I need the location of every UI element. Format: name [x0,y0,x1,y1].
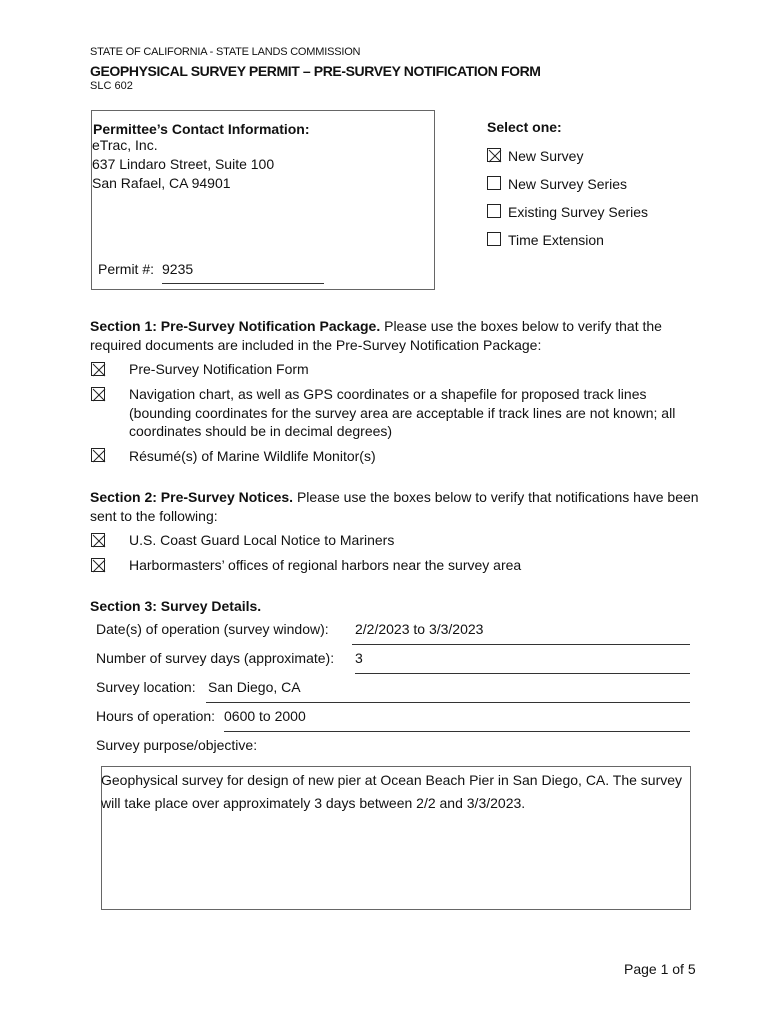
contact-name: eTrac, Inc. [92,137,158,153]
section1-intro-text: Please use the boxes below to verify that the required documents are included in the Pre-Survey Notification Package: [90,318,662,353]
existing-survey-series-checkbox[interactable] [487,204,501,218]
select-one-heading: Select one: [487,119,562,135]
s1-navigation-label: Navigation chart, as well as GPS coordinates or a shapefile for proposed track lines (bounding coordinates for the survey area are acceptable if track lines are not known; all coordinates should be in decimal degrees) [129,386,676,439]
location-field[interactable]: San Diego, CA [208,679,301,695]
section1-heading: Section 1: Pre-Survey Notification Package. [90,318,381,334]
days-label: Number of survey days (approximate): [96,650,335,666]
permit-number-field[interactable]: 9235 [162,261,194,277]
section1-intro [90,317,700,354]
existing-survey-series-label: Existing Survey Series [508,204,649,220]
form-code: SLC 602 [90,80,133,92]
new-survey-series-label: New Survey Series [508,176,628,192]
time-extension-label: Time Extension [508,232,604,248]
checkbox-check-icon [488,149,502,163]
permit-underline [162,283,324,284]
hours-label: Hours of operation: [96,708,216,724]
days-field[interactable]: 3 [355,650,363,666]
hours-underline [224,731,690,732]
s1-navigation-checkbox[interactable] [91,387,105,401]
dates-label: Date(s) of operation (survey window): [96,621,329,637]
s2-coast-guard-checkbox[interactable] [91,533,105,547]
s2-harbormasters-checkbox[interactable] [91,558,105,572]
new-survey-label: New Survey [508,148,584,164]
permit-label: Permit #: [98,261,155,277]
checkbox-check-icon [92,559,106,573]
s1-resume-label: Résumé(s) of Marine Wildlife Monitor(s) [129,448,376,464]
s2-coast-guard-label: U.S. Coast Guard Local Notice to Mariners [129,532,395,548]
new-survey-series-checkbox[interactable] [487,176,501,190]
section3-heading: Section 3: Survey Details. [90,598,262,614]
checkbox-check-icon [92,388,106,402]
form-title: GEOPHYSICAL SURVEY PERMIT – PRE-SURVEY NOTIFICATION FORM [90,63,541,79]
page-number: Page 1 of 5 [624,961,696,977]
purpose-text: Geophysical survey for design of new pier at Ocean Beach Pier in San Diego, CA. The survey will take place over approximately 3 days between 2/2 and 3/3/2023. [101,772,683,811]
days-underline [355,673,690,674]
contact-street: 637 Lindaro Street, Suite 100 [92,156,275,172]
location-underline [206,702,690,703]
s1-form-checkbox[interactable] [91,362,105,376]
agency-name: STATE OF CALIFORNIA - STATE LANDS COMMISSION [90,46,361,58]
location-label: Survey location: [96,679,196,695]
dates-underline [352,644,690,645]
new-survey-checkbox[interactable] [487,148,501,162]
dates-field[interactable]: 2/2/2023 to 3/3/2023 [355,621,484,637]
purpose-label: Survey purpose/objective: [96,737,258,753]
contact-city: San Rafael, CA 94901 [92,175,231,191]
time-extension-checkbox[interactable] [487,232,501,246]
contact-heading: Permittee’s Contact Information: [93,121,310,137]
s2-harbormasters-label: Harbormasters’ offices of regional harbors near the survey area [129,557,522,573]
hours-field[interactable]: 0600 to 2000 [224,708,306,724]
checkbox-check-icon [92,363,106,377]
section2-intro-text: Please use the boxes below to verify that notifications have been sent to the following: [90,489,699,524]
checkbox-check-icon [92,449,106,463]
s1-form-label: Pre-Survey Notification Form [129,361,309,377]
checkbox-check-icon [92,534,106,548]
section2-heading: Section 2: Pre-Survey Notices. [90,489,294,505]
section2-intro [90,488,700,525]
s1-resume-checkbox[interactable] [91,448,105,462]
